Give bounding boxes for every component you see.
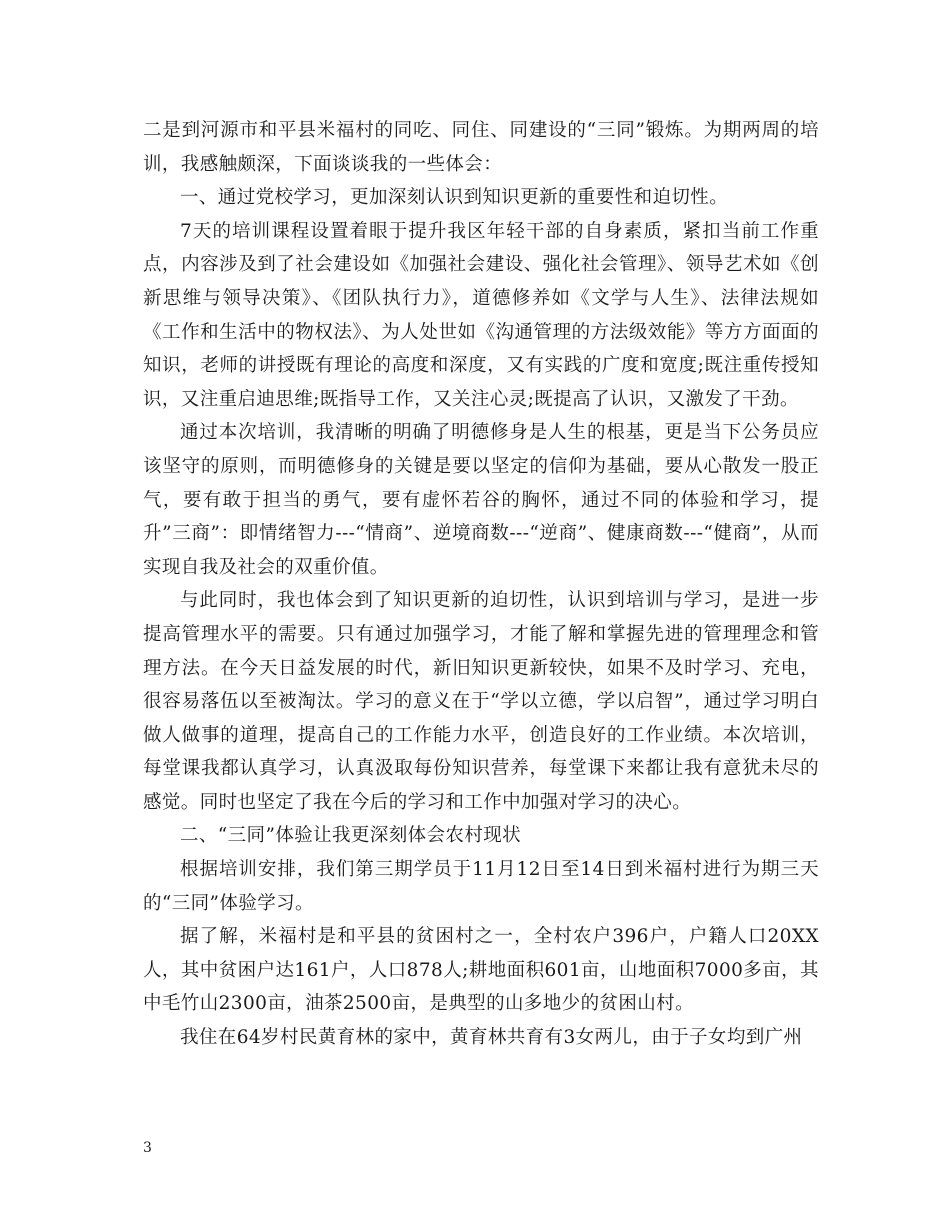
paragraph: 根据培训安排，我们第三期学员于11月12日至14日到米福村进行为期三天的“三同”体验学习。	[143, 859, 819, 914]
paragraph: 与此同时，我也体会到了知识更新的迫切性，认识到培训与学习，是进一步提高管理水平的需要。只有通过加强学习，才能了解和掌握先进的管理理念和管理方法。在今天日益发展的时代，新旧知识更新较快，如果不及时学习、充电，很容易落伍以至被淘汰。学习的意义在于“学以立德，学以启智”，通过学习明白做人做事的道理，提高自己的工作能力水平，创造良好的工作业绩。本次培训，每堂课我都认真学习，认真汲取每份知识营养，每堂课下来都让我有意犹未尽的感觉。同时也坚定了我在今后的学习和工作中加强对学习的决心。	[143, 590, 819, 813]
section-heading: 一、通过党校学习，更加深刻认识到知识更新的重要性和迫切性。	[180, 187, 729, 209]
document-body	[143, 114, 819, 1055]
paragraph: 二是到河源市和平县米福村的同吃、同住、同建设的“三同”锻炼。为期两周的培训，我感触颇深，下面谈谈我的一些体会：	[143, 120, 819, 175]
section-heading: 二、“三同”体验让我更深刻体会农村现状	[180, 825, 522, 847]
page-number: 3	[143, 1140, 152, 1156]
paragraph: 我住在64岁村民黄育林的家中，黄育林共育有3女两儿，由于子女均到广州	[180, 1027, 803, 1049]
paragraph: 7天的培训课程设置着眼于提升我区年轻干部的自身素质，紧扣当前工作重点，内容涉及到了社会建设如《加强社会建设、强化社会管理》、领导艺术如《创新思维与领导决策》、《团队执行力》，道德修养如《文学与人生》、法律法规如《工作和生活中的物权法》、为人处世如《沟通管理的方法级效能》等方方面面的知识，老师的讲授既有理论的高度和深度，又有实践的广度和宽度;既注重传授知识，又注重启迪思维;既指导工作，又关注心灵;既提高了认识，又激发了干劲。	[143, 220, 819, 410]
paragraph: 通过本次培训，我清晰的明确了明德修身是人生的根基，更是当下公务员应该坚守的原则，而明德修身的关键是要以坚定的信仰为基础，要从心散发一股正气，要有敢于担当的勇气，要有虚怀若谷的胸怀，通过不同的体验和学习，提升”三商”：即情绪智力---“情商”、逆境商数---“逆商”、健康商数---“健商”，从而实现自我及社会的双重价值。	[143, 422, 819, 578]
paragraph: 据了解，米福村是和平县的贫困村之一，全村农户396户，户籍人口20XX人，其中贫困户达161户，人口878人;耕地面积601亩，山地面积7000多亩，其中毛竹山2300亩，油茶2500亩，是典型的山多地少的贫困山村。	[143, 926, 819, 1015]
